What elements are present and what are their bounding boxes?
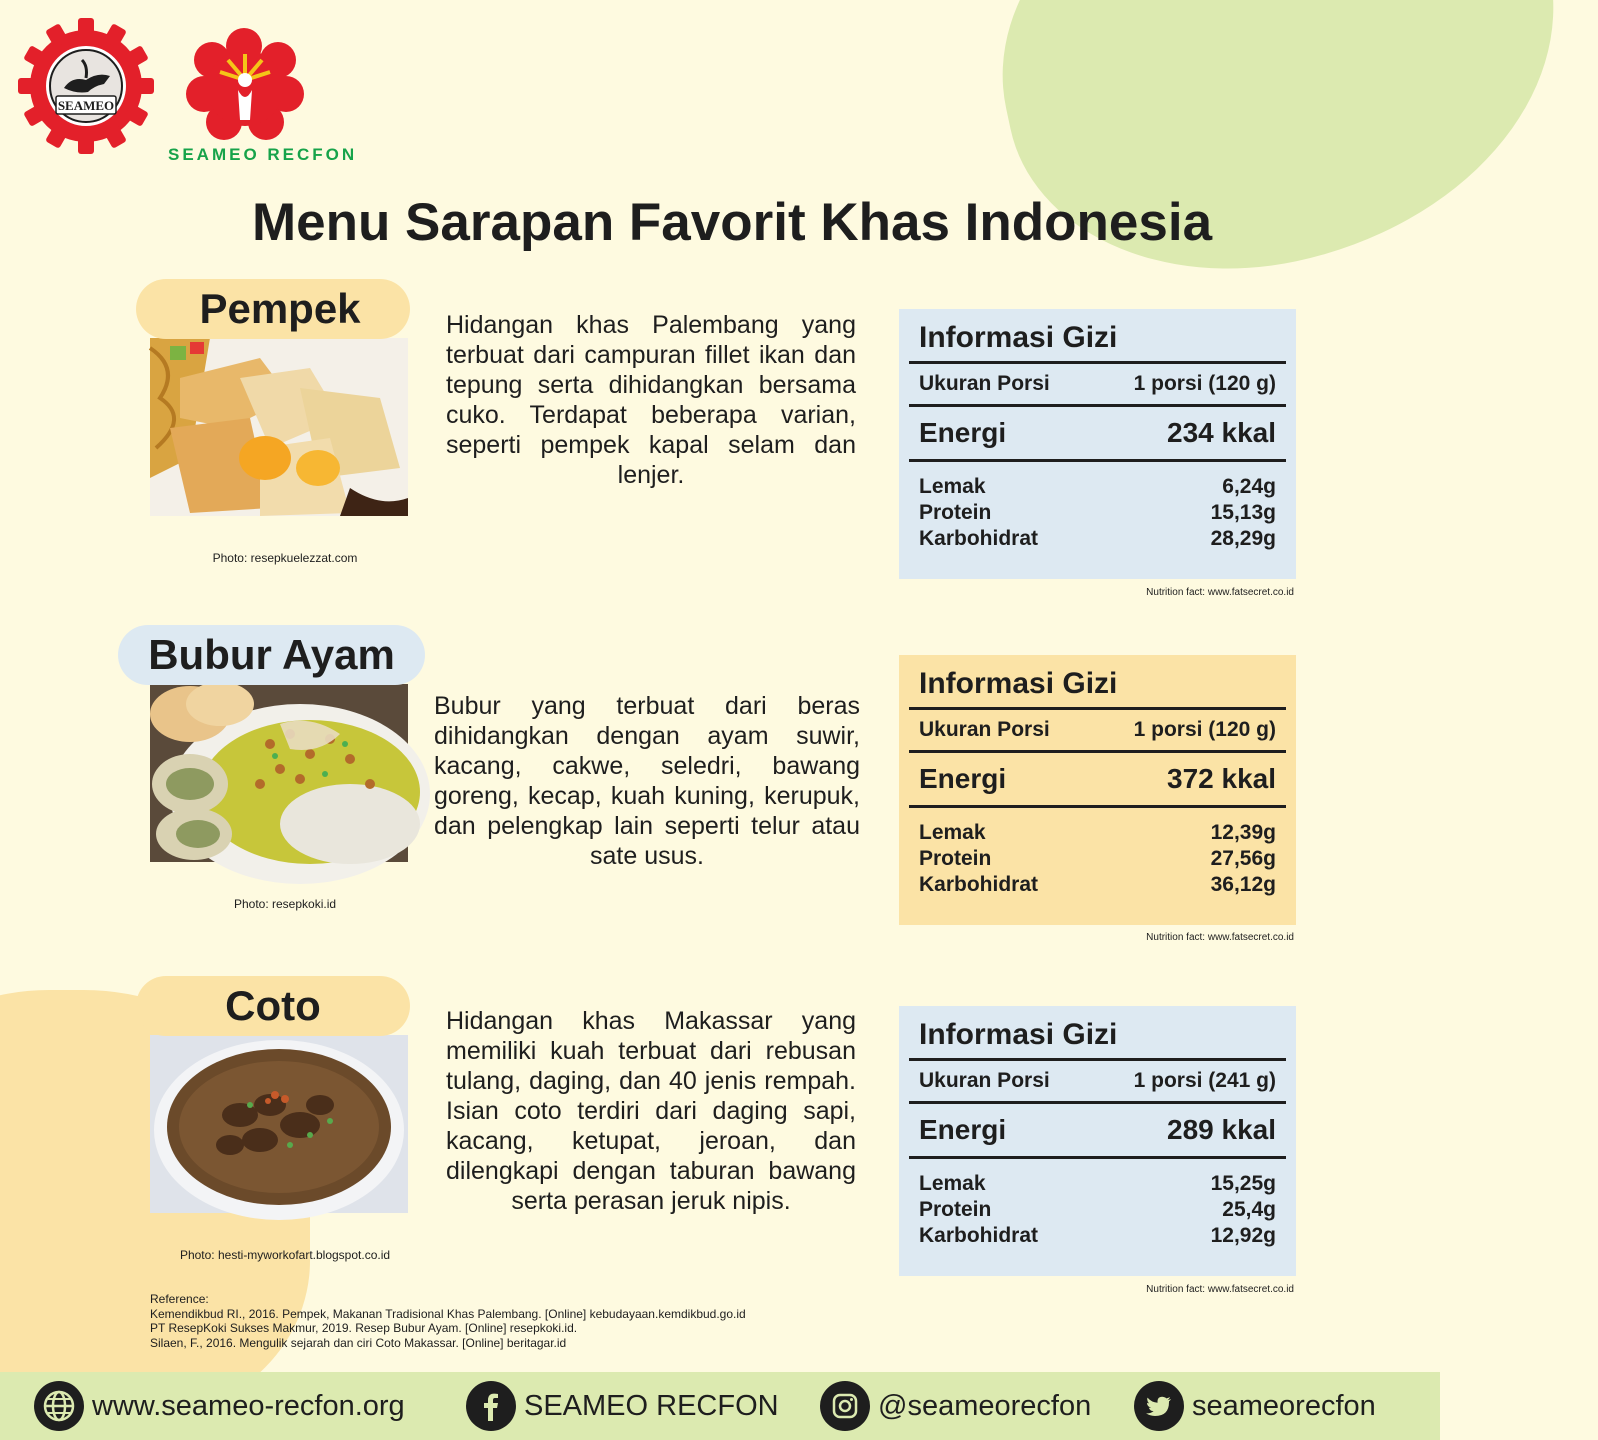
protein-row [919, 500, 1276, 526]
facebook-icon [466, 1381, 516, 1431]
serving-label: Ukuran Porsi [919, 718, 1050, 741]
energy-value: 289 kkal [1167, 1114, 1276, 1145]
carb-label: Karbohidrat [919, 527, 1039, 550]
fat-row [919, 1171, 1276, 1197]
references-heading: Reference: [150, 1292, 209, 1306]
protein-label: Protein [919, 847, 992, 870]
energy-value: 372 kkal [1167, 763, 1276, 794]
instagram-text: @seameorecfon [878, 1389, 1092, 1422]
serving-value: 1 porsi (120 g) [1133, 372, 1276, 395]
reference-item: Kemendikbud RI., 2016. Pempek, Makanan Tradisional Khas Palembang. [Online] kebudayaan.kemdikbud.go.id [150, 1306, 746, 1321]
dish-photo-bubur-ayam [150, 684, 408, 862]
photo-credit: Photo: hesti-myworkofart.blogspot.co.id [179, 1248, 391, 1262]
nutrition-source: Nutrition fact: www.fatsecret.co.id [1146, 932, 1294, 943]
macros [919, 462, 1276, 568]
recfon-logo [162, 10, 358, 168]
serving-row [909, 361, 1286, 404]
serving-label: Ukuran Porsi [919, 372, 1050, 395]
globe-icon [34, 1381, 84, 1431]
carb-row [919, 1223, 1276, 1249]
dish-description: Hidangan khas Makassar yang memiliki kuah terbuat dari rebusan tulang, daging, dan 40 jenis rempah. Isian coto terdiri dari daging sapi, kacang, ketupat, jeroan, dan dilengkapi dengan taburan bawang serta perasan jeruk nipis. [446, 1007, 856, 1215]
serving-row [909, 1058, 1286, 1101]
nutrition-panel [899, 655, 1296, 925]
fat-row [919, 820, 1276, 846]
serving-row [909, 707, 1286, 750]
carb-value: 28,29g [1210, 527, 1276, 550]
instagram-icon [820, 1381, 870, 1431]
energy-row [909, 1101, 1286, 1159]
dish-photo-coto [150, 1035, 408, 1213]
nutrition-source: Nutrition fact: www.fatsecret.co.id [1146, 1284, 1294, 1295]
carb-value: 12,92g [1210, 1224, 1276, 1247]
nutrition-source: Nutrition fact: www.fatsecret.co.id [1146, 587, 1294, 598]
protein-value: 27,56g [1210, 847, 1276, 870]
protein-row [919, 846, 1276, 872]
energy-label: Energi [919, 417, 1007, 448]
nutrition-title: Informasi Gizi [919, 321, 1118, 354]
dish-photo-pempek [150, 338, 408, 516]
energy-label: Energi [919, 1114, 1007, 1145]
energy-label: Energi [919, 763, 1007, 794]
footer [0, 1372, 1440, 1440]
dish-name: Pempek [136, 279, 410, 339]
carb-value: 36,12g [1210, 873, 1276, 896]
serving-value: 1 porsi (120 g) [1133, 718, 1276, 741]
carb-row [919, 526, 1276, 552]
facebook-link[interactable] [466, 1381, 779, 1431]
seameo-logo-text: SEAMEO [57, 98, 115, 113]
page-title: Menu Sarapan Favorit Khas Indonesia [251, 193, 1213, 252]
recfon-logo-text: SEAMEO RECFON [168, 145, 358, 164]
nutrition-panel [899, 1006, 1296, 1276]
seameo-logo [16, 16, 156, 156]
protein-label: Protein [919, 1198, 992, 1221]
dish-name: Bubur Ayam [118, 625, 425, 685]
dish-name: Coto [136, 976, 410, 1036]
protein-row [919, 1197, 1276, 1223]
serving-label: Ukuran Porsi [919, 1069, 1050, 1092]
photo-credit: Photo: resepkuelezzat.com [212, 551, 358, 565]
photo-credit: Photo: resepkoki.id [233, 897, 337, 911]
website-text: www.seameo-recfon.org [92, 1389, 405, 1422]
fat-row [919, 474, 1276, 500]
energy-value: 234 kkal [1167, 417, 1276, 448]
nutrition-panel [899, 309, 1296, 579]
references [150, 1292, 746, 1350]
fat-label: Lemak [919, 821, 986, 844]
carb-label: Karbohidrat [919, 873, 1039, 896]
twitter-link[interactable] [1134, 1381, 1376, 1431]
energy-row [909, 750, 1286, 808]
fat-value: 12,39g [1210, 821, 1276, 844]
fat-value: 6,24g [1222, 475, 1276, 498]
protein-value: 25,4g [1222, 1198, 1276, 1221]
nutrition-title: Informasi Gizi [919, 667, 1118, 700]
carb-label: Karbohidrat [919, 1224, 1039, 1247]
macros [919, 1159, 1276, 1265]
macros [919, 808, 1276, 914]
protein-label: Protein [919, 501, 992, 524]
dish-description: Bubur yang terbuat dari beras dihidangkan dengan ayam suwir, kacang, cakwe, seledri, bawang goreng, kecap, kuah kuning, kerupuk, dan pelengkap lain seperti telur atau sate usus. [434, 692, 860, 870]
twitter-icon [1134, 1381, 1184, 1431]
fat-value: 15,25g [1210, 1172, 1276, 1195]
fat-label: Lemak [919, 475, 986, 498]
website-link[interactable] [34, 1381, 405, 1431]
twitter-text: seameorecfon [1192, 1389, 1376, 1422]
fat-label: Lemak [919, 1172, 986, 1195]
carb-row [919, 872, 1276, 898]
decorative-blob-top-right [962, 0, 1597, 314]
energy-row [909, 404, 1286, 462]
instagram-link[interactable] [820, 1381, 1091, 1431]
protein-value: 15,13g [1210, 501, 1276, 524]
reference-item: PT ResepKoki Sukses Makmur, 2019. Resep Bubur Ayam. [Online] resepkoki.id. [150, 1321, 578, 1335]
facebook-text: SEAMEO RECFON [524, 1389, 779, 1422]
reference-item: Silaen, F., 2016. Mengulik sejarah dan ciri Coto Makassar. [Online] beritagar.id [150, 1335, 567, 1350]
serving-value: 1 porsi (241 g) [1133, 1069, 1276, 1092]
nutrition-title: Informasi Gizi [919, 1018, 1118, 1051]
dish-description: Hidangan khas Palembang yang terbuat dari campuran fillet ikan dan tepung serta dihidangkan bersama cuko. Terdapat beberapa varian, seperti pempek kapal selam dan lenjer. [446, 311, 856, 489]
